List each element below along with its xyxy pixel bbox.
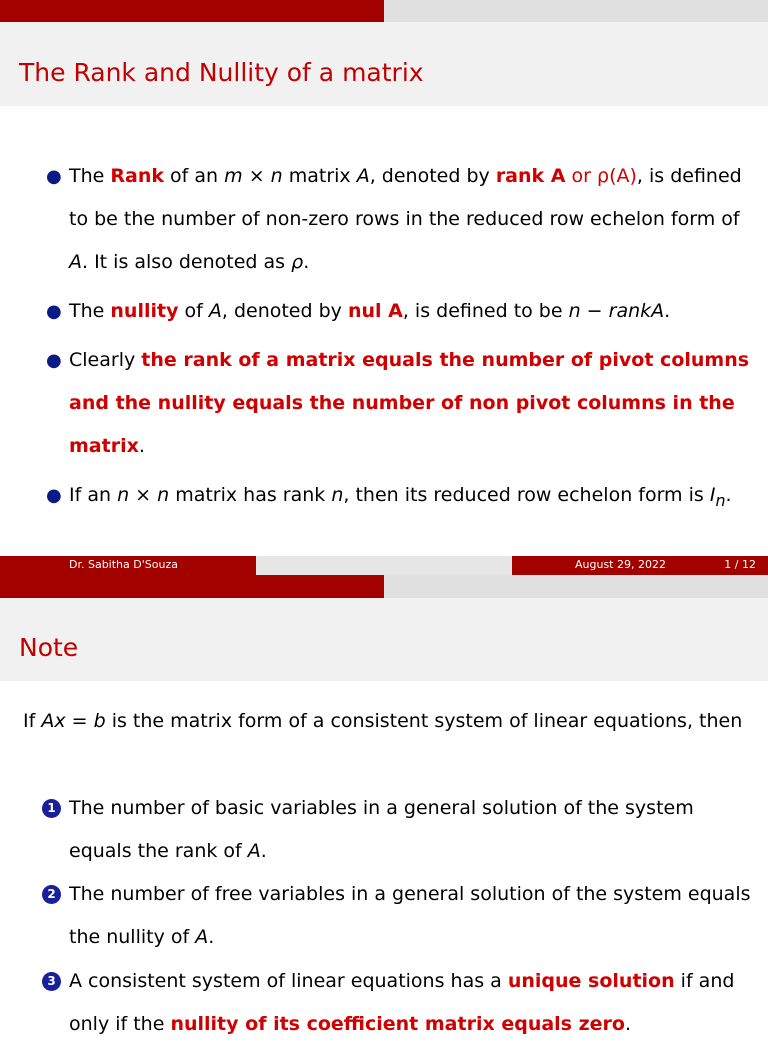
bullet-icon: ● — [46, 485, 62, 506]
enum-number-icon: 3 — [42, 972, 61, 991]
bullet-text: The Rank of an m × n matrix A, denoted by rank A or ρ(A), is defined to be the number of non-zero rows in the reduced row echelon form of A. It is also denoted as ρ. — [69, 165, 742, 273]
slide-title-2: Note — [19, 633, 79, 662]
enum-number-icon: 1 — [42, 799, 61, 818]
bullet-icon: ● — [46, 166, 62, 187]
slide-title-bar-2 — [0, 598, 768, 681]
footer-author: Dr. Sabitha D'Souza — [69, 558, 178, 571]
bullet-icon: ● — [46, 350, 62, 371]
enum-number-icon: 2 — [42, 885, 61, 904]
bullet-text: The nullity of A, denoted by nul A, is defined to be n − rankA. — [69, 300, 671, 322]
slide-footer — [0, 556, 768, 575]
slide-title-bar — [0, 22, 768, 106]
bullet-icon: ● — [46, 301, 62, 322]
bullet-text: If an n × n matrix has rank n, then its reduced row echelon form is $I_n$. — [69, 484, 732, 510]
enum-text: A consistent system of linear equations has a unique solution if and only if the nullity of its coefficient matrix equals zero. — [69, 970, 735, 1035]
top-bar — [0, 0, 768, 22]
footer-date: August 29, 2022 — [575, 558, 666, 571]
note-intro: If Ax = b is the matrix form of a consistent system of linear equations, then — [23, 710, 743, 732]
top-bar-2 — [0, 575, 768, 598]
bullet-text: Clearly the rank of a matrix equals the number of pivot columns and the nullity equals the number of non pivot columns in the matrix. — [69, 349, 750, 457]
footer-page-number: 1 / 12 — [724, 558, 756, 571]
enum-text: The number of free variables in a general solution of the system equals the nullity of A. — [69, 883, 751, 948]
slide-title: The Rank and Nullity of a matrix — [19, 58, 424, 87]
enum-text: The number of basic variables in a general solution of the system equals the rank of A. — [69, 797, 694, 862]
